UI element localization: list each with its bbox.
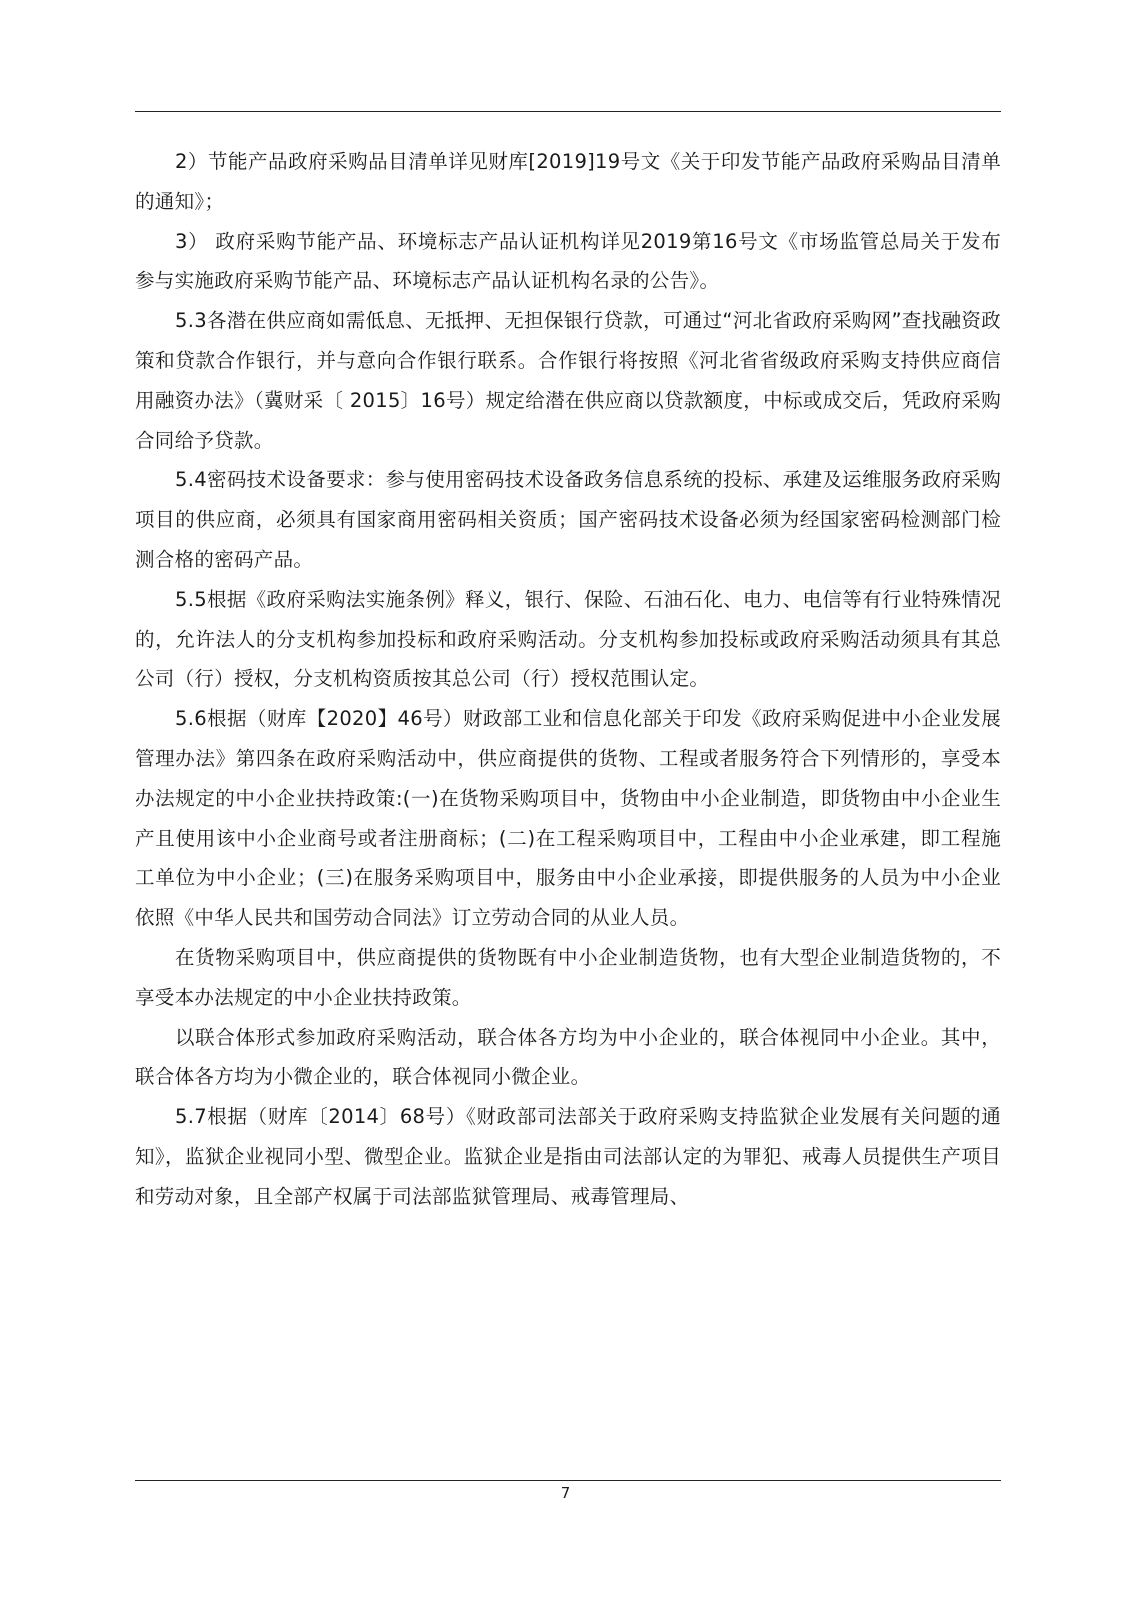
paragraph: 3） 政府采购节能产品、环境标志产品认证机构详见2019第16号文《市场监管总局关于发布参与实施政府采购节能产品、环境标志产品认证机构名录的公告》。 [135,229,1001,293]
paragraph: 5.7根据（财库〔2014〕68号）《财政部司法部关于政府采购支持监狱企业发展有关问题的通知》，监狱企业视同小型、微型企业。监狱企业是指由司法部认定的为罪犯、戒毒人员提供生产项目和劳动对象，且全部产权属于司法部监狱管理局、戒毒管理局、 [135,1105,1001,1208]
footer-rule [135,1480,1001,1481]
paragraph: 以联合体形式参加政府采购活动，联合体各方均为中小企业的，联合体视同中小企业。其中，联合体各方均为小微企业的，联合体视同小微企业。 [135,1025,1001,1089]
paragraph: 5.4密码技术设备要求：参与使用密码技术设备政务信息系统的投标、承建及运维服务政府采购项目的供应商，必须具有国家商用密码相关资质；国产密码技术设备必须为经国家密码检测部门检测合格的密码产品。 [135,468,1001,571]
paragraph: 5.5根据《政府采购法实施条例》释义，银行、保险、石油石化、电力、电信等有行业特殊情况的，允许法人的分支机构参加投标和政府采购活动。分支机构参加投标或政府采购活动须具有其总公司（行）授权，分支机构资质按其总公司（行）授权范围认定。 [135,587,1001,691]
page-number: 7 [560,1484,571,1502]
header-rule [135,111,1001,112]
paragraph: 2）节能产品政府采购品目清单详见财库[2019]19号文《关于印发节能产品政府采购品目清单的通知》； [135,150,1001,213]
paragraph: 在货物采购项目中，供应商提供的货物既有中小企业制造货物，也有大型企业制造货物的，不享受本办法规定的中小企业扶持政策。 [135,945,1001,1009]
paragraph: 5.6根据（财库【2020】46号）财政部工业和信息化部关于印发《政府采购促进中小企业发展管理办法》第四条在政府采购活动中，供应商提供的货物、工程或者服务符合下列情形的，享受本办法规定的中小企业扶持政策:(一)在货物采购项目中，货物由中小企业制造，即货物由中小企业生产且使用该中小企业商号或者注册商标；(二)在工程采购项目中，工程由中小企业承建，即工程施工单位为中小企业；(三)在服务采购项目中，服务由中小企业承接，即提供服务的人员为中小企业依照《中华人民共和国劳动合同法》订立劳动合同的从业人员。 [135,707,1001,930]
paragraph: 5.3各潜在供应商如需低息、无抵押、无担保银行贷款，可通过“河北省政府采购网”查找融资政策和贷款合作银行，并与意向合作银行联系。合作银行将按照《河北省省级政府采购支持供应商信用融资办法》（冀财采〔 2015〕16号）规定给潜在供应商以贷款额度，中标或成交后，凭政府采购合同给予贷款。 [135,309,1001,452]
document-body [135,142,1001,1217]
